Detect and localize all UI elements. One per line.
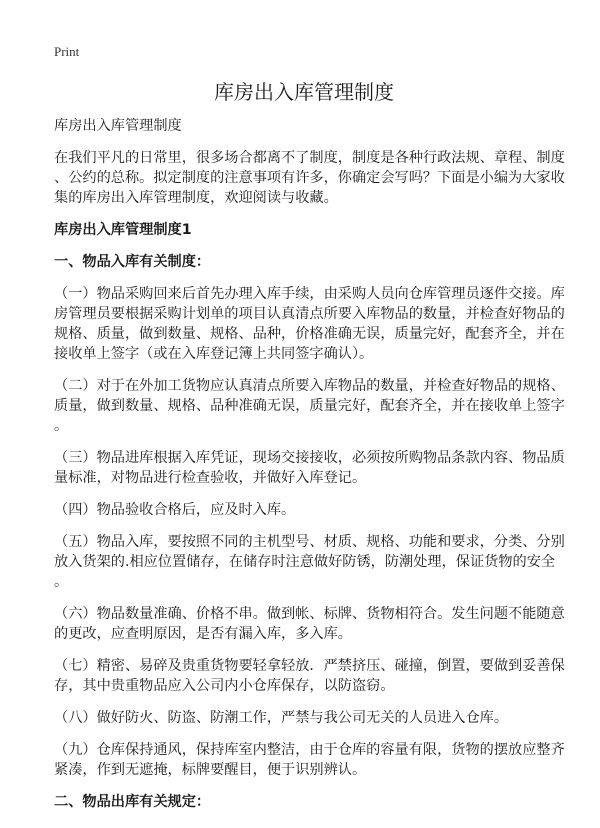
inbound-rules-list <box>54 284 565 780</box>
text-line: （三）物品进库根据入库凭证，现场交接接收，必须按所购物品条款内容、物品质 <box>54 450 565 466</box>
text-line: （二）对于在外加工货物应认真清点所要入库物品的数量，并检查好物品的规格、 <box>54 378 565 394</box>
text-line: （八）做好防火、防盗、防潮工作，严禁与我公司无关的人员进入仓库。 <box>54 710 509 726</box>
text-line: （六）物品数量准确、价格不串。做到帐、标牌、货物相符合。发生问题不能随意 <box>54 606 565 622</box>
rule-paragraph <box>54 532 565 592</box>
text-line: 在我们平凡的日常里，很多场合都离不了制度，制度是各种行政法规、章程、制度 <box>54 150 565 166</box>
rule-paragraph <box>54 740 565 780</box>
text-line: 规格、质量，做到数量、规格、品种，价格准确无误，质量完好，配套齐全，并在 <box>54 326 565 342</box>
rule-paragraph <box>54 604 565 644</box>
intro-paragraph <box>54 148 565 208</box>
text-line: 接收单上签字（或在入库登记簿上共同签字确认）。 <box>54 346 374 362</box>
rule-paragraph <box>54 656 565 696</box>
heading-outbound: 二、物品出库有关规定： <box>54 794 211 810</box>
document-body <box>54 78 565 824</box>
text-line: 紧凑，作到无遮掩，标牌要醒目，便于识别辨认。 <box>54 762 367 778</box>
heading-inbound: 一、物品入库有关制度： <box>54 254 211 270</box>
text-line: 质量，做到数量、规格、品种准确无误，质量完好，配套齐全，并在接收单上签字 <box>54 398 565 414</box>
text-line: （一）物品采购回来后首先办理入库手续，由采购人员向仓库管理员逐件交接。库 <box>54 286 565 302</box>
text-line: 的更改，应查明原因，是否有漏入库，多入库。 <box>54 626 352 642</box>
text-line: 房管理员要根据采购计划单的项目认真清点所要入库物品的数量，并检查好物品的 <box>54 306 565 322</box>
text-line: （九）仓库保持通风，保持库室内整洁，由于仓库的容量有限，货物的摆放应整齐 <box>54 742 565 758</box>
page-title: 库房出入库管理制度 <box>214 80 394 104</box>
text-line: 量标准，对物品进行检查验收，并做好入库登记。 <box>54 470 367 486</box>
print-link[interactable]: Print <box>54 44 80 59</box>
text-line: （五）物品入库，要按照不同的主机型号、材质、规格、功能和要求，分类、分别 <box>54 534 565 550</box>
rule-paragraph <box>54 708 554 728</box>
text-line: 集的库房出入库管理制度，欢迎阅读与收藏。 <box>54 190 338 206</box>
text-line: 放入货架的.相应位置储存，在储存时注意做好防锈，防潮处理，保证货物的安全 <box>54 554 556 570</box>
rule-paragraph <box>54 376 565 436</box>
text-line: 。 <box>54 418 69 434</box>
rule-paragraph <box>54 448 565 488</box>
subtitle: 库房出入库管理制度 <box>54 118 182 134</box>
section-title: 库房出入库管理制度1 <box>54 222 192 238</box>
text-line: 、公约的总称。拟定制度的注意事项有许多，你确定会写吗？下面是小编为大家收 <box>54 170 565 186</box>
text-line: 存，其中贵重物品应入公司内小仓库保存，以防盗窃。 <box>54 678 395 694</box>
rule-paragraph <box>54 284 565 364</box>
text-line: （七）精密、易碎及贵重货物要轻拿轻放．严禁挤压、碰撞，倒置，要做到妥善保 <box>54 658 565 674</box>
rule-paragraph <box>54 500 554 520</box>
text-line: （四）物品验收合格后，应及时入库。 <box>54 502 296 518</box>
text-line: 。 <box>54 574 69 590</box>
